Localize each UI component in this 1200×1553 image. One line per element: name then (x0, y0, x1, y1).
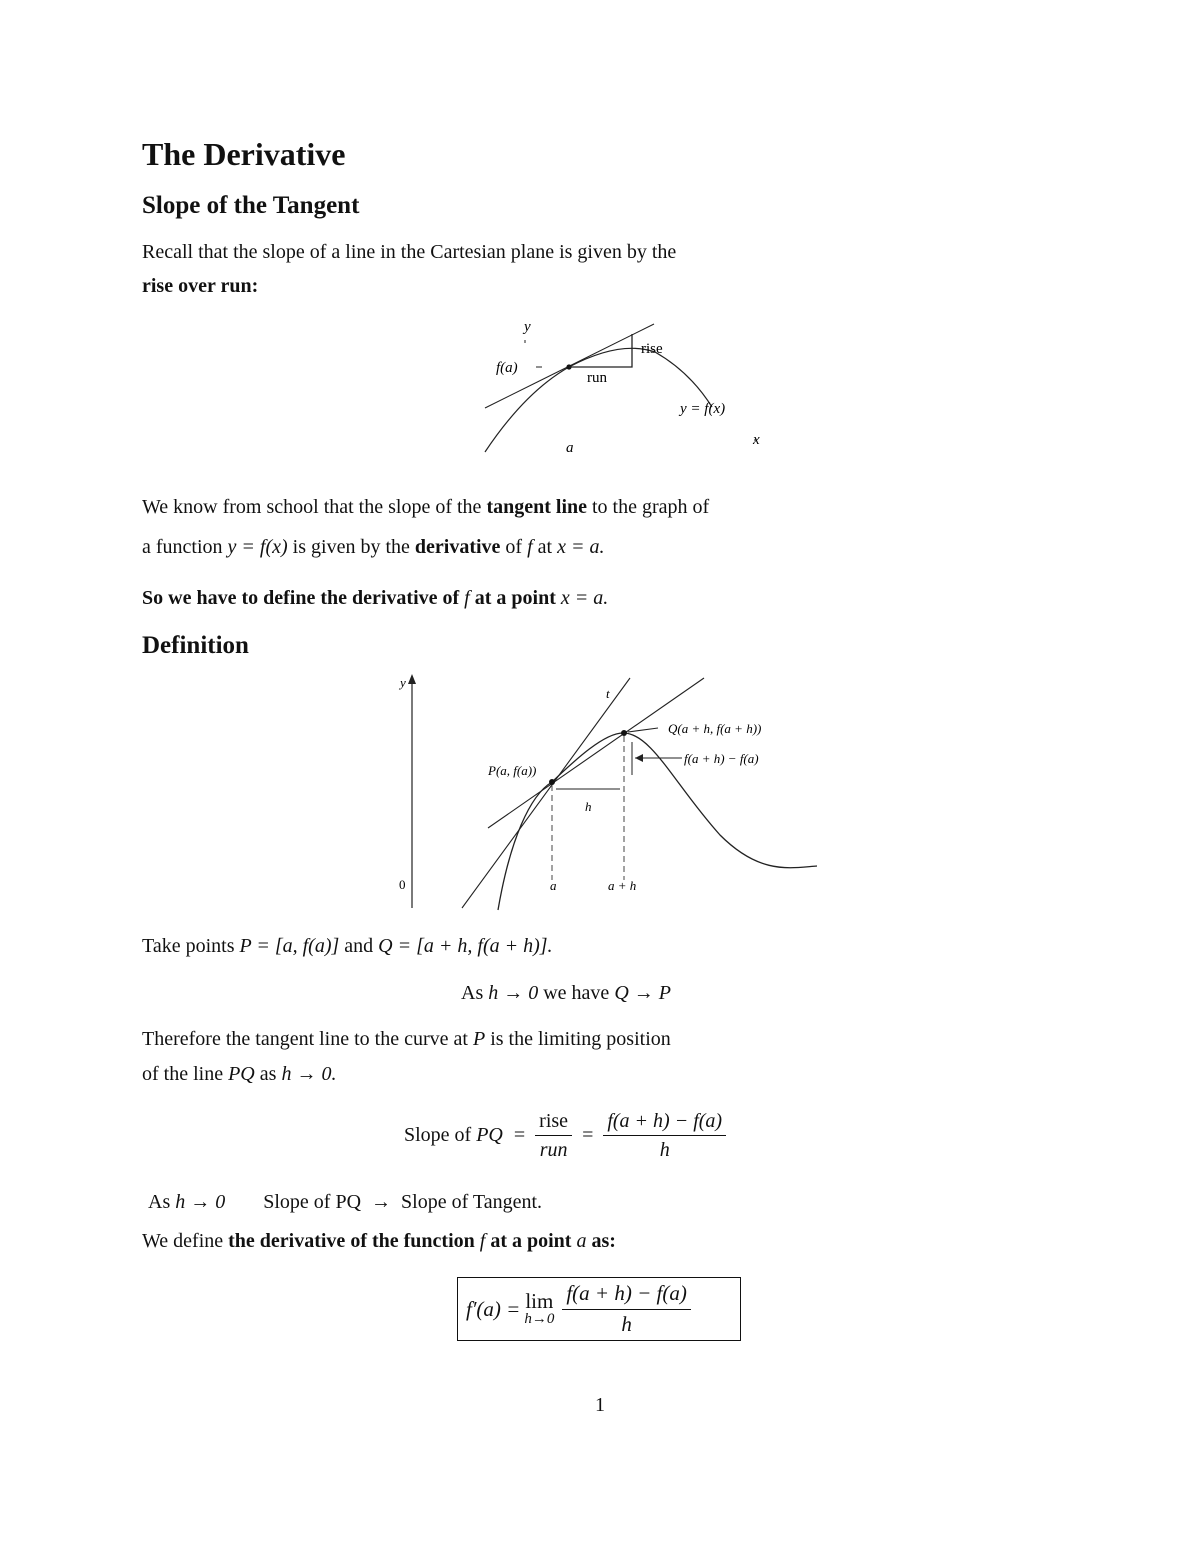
as-text: As (461, 982, 489, 1004)
x-equals-a: x = a. (557, 536, 605, 558)
difference-arrowhead (635, 754, 643, 762)
secant-line-pq (488, 678, 704, 828)
section-heading-definition: Definition (142, 632, 249, 659)
as-text-3: As (148, 1191, 176, 1213)
derivative-text: derivative (414, 536, 501, 558)
a-label: a (566, 440, 574, 456)
tangent-line-t (462, 678, 630, 908)
pq-symbol: PQ (228, 1063, 255, 1085)
school-text-end: to the graph of (587, 496, 710, 518)
p-symbol: P (472, 1028, 486, 1050)
f-symbol-2: f (464, 587, 470, 609)
rise-over-run-fraction (535, 1110, 572, 1161)
page-number: 1 (595, 1394, 605, 1416)
function-expression: y = f(x) (227, 536, 288, 558)
rise-run-figure (470, 312, 790, 462)
q-label-leader (628, 728, 658, 732)
h-label: h (585, 799, 592, 814)
difference-quotient (603, 1110, 726, 1161)
at-text: at (532, 536, 558, 558)
q-to-p: Q → P (614, 982, 671, 1004)
point-p (549, 779, 555, 785)
ah-tick-label: a + h (608, 878, 637, 893)
we-have-text: we have (543, 982, 615, 1004)
recall-line-2 (142, 275, 258, 298)
recall-line-1: Recall that the slope of a line in the Cartesian plane is given by the (142, 241, 677, 263)
formula-denominator: h (621, 1311, 632, 1336)
equals-sign-2: = (582, 1124, 594, 1146)
therefore-text: Therefore the tangent line to the curve at (142, 1028, 473, 1050)
rise-label: rise (641, 341, 663, 357)
pq-symbol-2: PQ (476, 1124, 503, 1146)
school-line-2 (142, 536, 604, 559)
point-p-expression: P = [a, f(a)] (239, 935, 340, 957)
as-colon-text: as: (586, 1230, 616, 1252)
so-we-text: So we have to define the derivative of (142, 587, 465, 609)
school-line-1 (142, 496, 709, 519)
origin-label: 0 (399, 877, 406, 892)
slope-of-pq-text: Slope of PQ (263, 1191, 362, 1213)
t-label: t (606, 686, 610, 701)
define-line (142, 1230, 616, 1253)
y-axis-arrow (408, 674, 416, 684)
difference-label: f(a + h) − f(a) (684, 751, 759, 766)
as-h-line (461, 982, 671, 1005)
at-a-point-text: at a point (469, 587, 561, 609)
therefore-line-1 (142, 1028, 671, 1051)
slope-equation (404, 1110, 730, 1161)
formula-fraction (562, 1282, 690, 1335)
so-we-line (142, 587, 608, 610)
a-tick-label: a (550, 878, 557, 893)
curve-label: y = f(x) (680, 401, 726, 417)
q-label: Q(a + h, f(a + h)) (668, 721, 762, 736)
derivative-definition-box (457, 1277, 741, 1341)
of-the-line-text: of the line (142, 1063, 229, 1085)
and-text: and (344, 935, 379, 957)
fa-label: f(a) (496, 360, 518, 376)
f-symbol-3: f (479, 1230, 486, 1252)
difference-quotient-numerator: f(a + h) − f(a) (603, 1110, 726, 1136)
point-q-expression: Q = [a + h, f(a + h)]. (378, 935, 553, 957)
fraction-rise: rise (535, 1110, 572, 1136)
slope-of-text: Slope of (404, 1124, 472, 1146)
slope-of-tangent-text: Slope of Tangent. (401, 1191, 543, 1213)
p-label: P(a, f(a)) (488, 763, 537, 778)
run-label: run (587, 370, 607, 386)
lim-text: lim (525, 1289, 554, 1314)
h-to-zero: h → 0 (488, 982, 539, 1004)
formula-lhs: f′(a) = (466, 1296, 521, 1321)
we-define-text: We define (142, 1230, 229, 1252)
y-axis-label: y (524, 319, 531, 335)
section-heading-slope: Slope of the Tangent (142, 192, 360, 219)
limiting-text: is the limiting position (485, 1028, 671, 1050)
a-symbol: a (576, 1230, 587, 1252)
function-curve-2 (498, 733, 817, 910)
school-text: We know from school that the slope of the (142, 496, 487, 518)
equals-sign: = (513, 1124, 526, 1146)
as-text-2: as (259, 1063, 282, 1085)
limit-operator (524, 1290, 554, 1328)
h-to-zero-2: h → 0. (281, 1063, 337, 1085)
formula-numerator: f(a + h) − f(a) (562, 1282, 690, 1309)
take-points-text: Take points (142, 935, 240, 957)
slope-limit-line (148, 1191, 542, 1214)
page-title: The Derivative (142, 136, 346, 172)
fraction-run: run (539, 1139, 568, 1161)
secant-tangent-figure (390, 670, 830, 915)
rise-over-run-text: rise over run: (142, 275, 259, 297)
x-equals-a-2: x = a. (560, 587, 609, 609)
y-axis-label-2: y (400, 675, 406, 690)
derivative-of-function-text: the derivative of the function (228, 1230, 480, 1252)
function-text: a function (142, 536, 228, 558)
h-to-zero-3: h → 0 (175, 1191, 226, 1213)
of-text: of (500, 536, 528, 558)
x-axis-label: x (753, 432, 760, 448)
arrow-symbol: → (371, 1191, 392, 1213)
difference-quotient-denominator: h (659, 1139, 670, 1161)
given-by-text: is given by the (292, 536, 415, 558)
tangent-line-text: tangent line (486, 496, 587, 518)
lim-subscript: h→0 (524, 1311, 555, 1328)
function-curve (485, 348, 712, 452)
point-q (621, 730, 627, 736)
at-a-point-text-2: at a point (485, 1230, 577, 1252)
f-symbol: f (527, 536, 533, 558)
therefore-line-2 (142, 1063, 336, 1086)
points-line (142, 935, 553, 958)
